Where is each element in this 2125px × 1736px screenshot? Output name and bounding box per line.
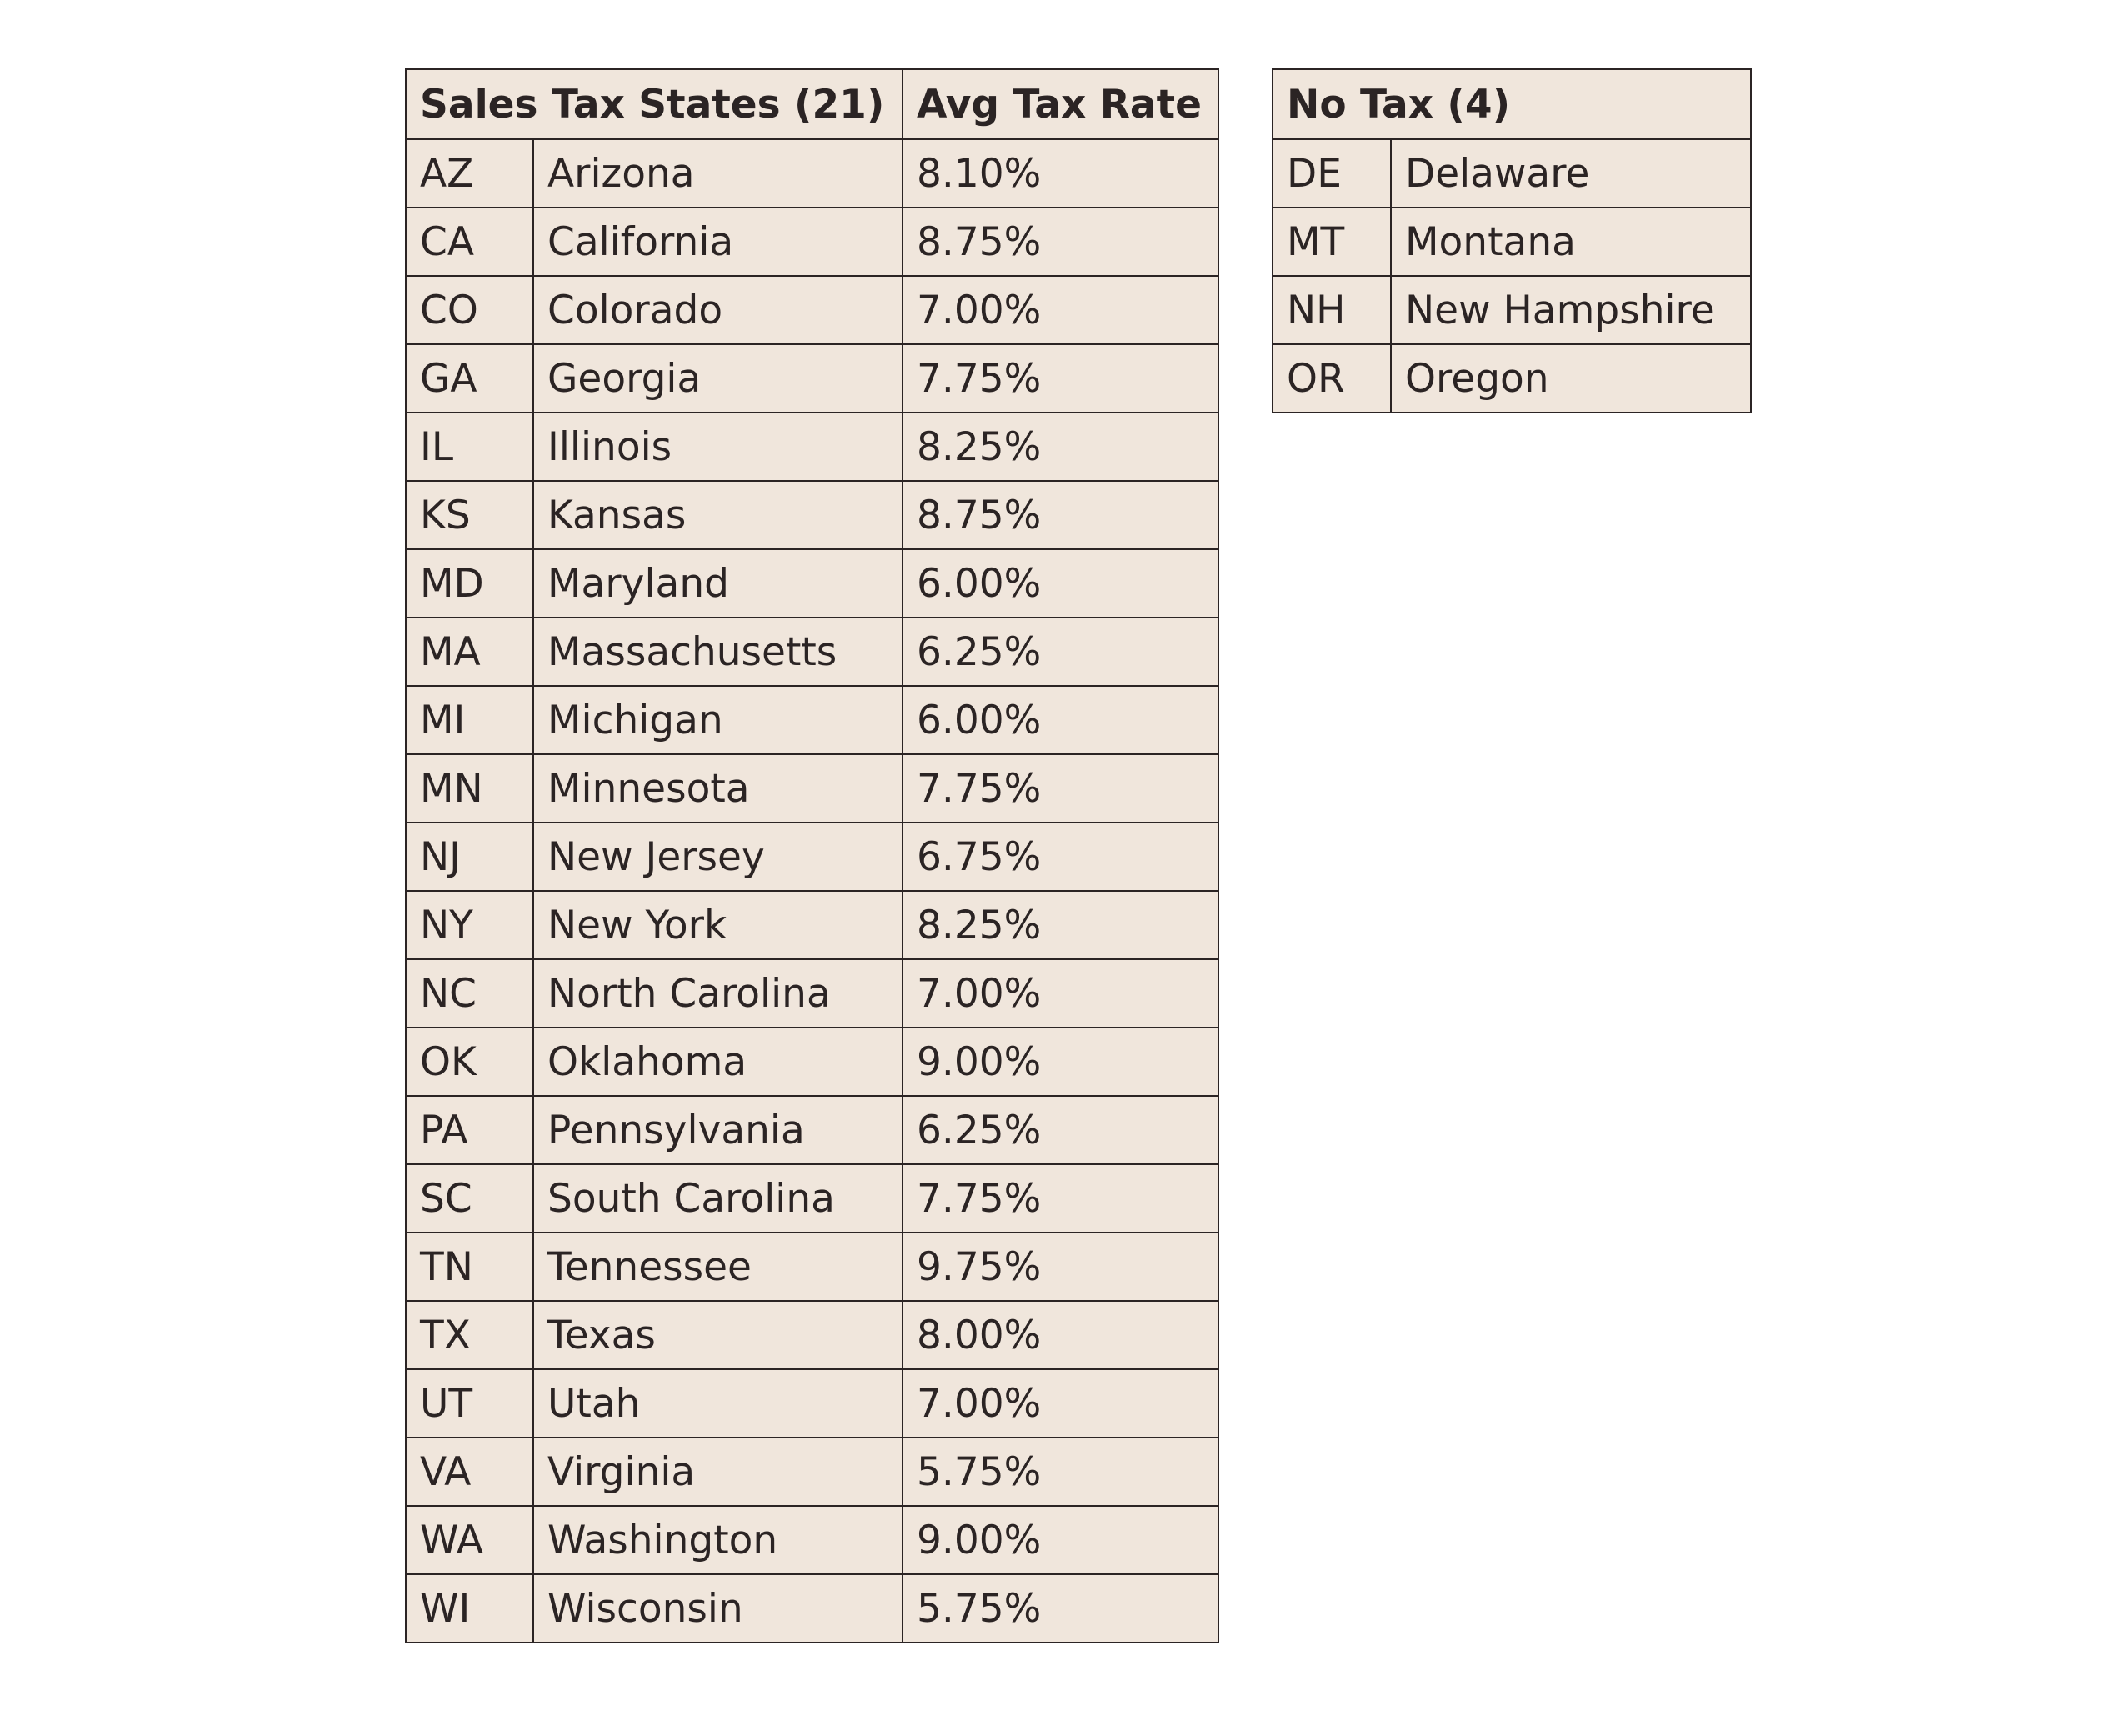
tax-rate-cell: 6.75% <box>902 823 1218 891</box>
state-code-cell: DE <box>1272 139 1391 208</box>
state-name-cell: Wisconsin <box>533 1574 902 1643</box>
tax-rate-cell: 8.25% <box>902 891 1218 959</box>
sales-tax-states-table <box>405 68 1219 1643</box>
table-row <box>406 1164 1218 1233</box>
tax-rate-cell: 7.75% <box>902 1164 1218 1233</box>
tax-rate-cell: 7.75% <box>902 754 1218 823</box>
state-code-cell: AZ <box>406 139 533 208</box>
table-row <box>406 1506 1218 1574</box>
tax-rate-cell: 7.00% <box>902 1369 1218 1438</box>
state-name-cell: Pennsylvania <box>533 1096 902 1164</box>
table-row <box>406 1438 1218 1506</box>
state-code-cell: CO <box>406 276 533 344</box>
state-name-cell: Colorado <box>533 276 902 344</box>
state-name-cell: Michigan <box>533 686 902 754</box>
state-name-cell: New Hampshire <box>1391 276 1751 344</box>
table-row <box>406 823 1218 891</box>
tax-rate-cell: 7.00% <box>902 959 1218 1028</box>
state-name-cell: Washington <box>533 1506 902 1574</box>
state-code-cell: MN <box>406 754 533 823</box>
state-name-cell: Illinois <box>533 413 902 481</box>
avg-tax-rate-header: Avg Tax Rate <box>902 69 1218 139</box>
state-code-cell: CA <box>406 208 533 276</box>
state-code-cell: NH <box>1272 276 1391 344</box>
state-name-cell: South Carolina <box>533 1164 902 1233</box>
table-row <box>406 344 1218 413</box>
no-tax-table-body <box>1272 139 1751 413</box>
state-code-cell: KS <box>406 481 533 549</box>
state-code-cell: GA <box>406 344 533 413</box>
tax-rate-cell: 5.75% <box>902 1438 1218 1506</box>
sales-tax-states-header: Sales Tax States (21) <box>406 69 902 139</box>
table-row <box>406 208 1218 276</box>
tax-rate-cell: 8.10% <box>902 139 1218 208</box>
state-code-cell: VA <box>406 1438 533 1506</box>
state-code-cell: MT <box>1272 208 1391 276</box>
table-row <box>406 1301 1218 1369</box>
state-code-cell: NJ <box>406 823 533 891</box>
state-code-cell: OK <box>406 1028 533 1096</box>
state-name-cell: North Carolina <box>533 959 902 1028</box>
table-row <box>406 1028 1218 1096</box>
table-row <box>406 481 1218 549</box>
tax-rate-cell: 7.75% <box>902 344 1218 413</box>
state-code-cell: WA <box>406 1506 533 1574</box>
tax-rate-cell: 6.25% <box>902 1096 1218 1164</box>
no-tax-header: No Tax (4) <box>1272 69 1751 139</box>
state-code-cell: PA <box>406 1096 533 1164</box>
state-code-cell: NY <box>406 891 533 959</box>
no-tax-table-header-row <box>1272 69 1751 139</box>
state-name-cell: Texas <box>533 1301 902 1369</box>
state-name-cell: Delaware <box>1391 139 1751 208</box>
tax-rate-cell: 9.00% <box>902 1506 1218 1574</box>
state-code-cell: TN <box>406 1233 533 1301</box>
table-row <box>406 686 1218 754</box>
table-row <box>406 891 1218 959</box>
sales-table-body <box>406 139 1218 1643</box>
state-code-cell: UT <box>406 1369 533 1438</box>
tax-rate-cell: 8.25% <box>902 413 1218 481</box>
table-row <box>1272 344 1751 413</box>
state-code-cell: OR <box>1272 344 1391 413</box>
state-name-cell: Massachusetts <box>533 618 902 686</box>
state-name-cell: Arizona <box>533 139 902 208</box>
tax-rate-cell: 8.00% <box>902 1301 1218 1369</box>
table-row <box>406 276 1218 344</box>
state-code-cell: NC <box>406 959 533 1028</box>
table-row <box>406 618 1218 686</box>
state-name-cell: Minnesota <box>533 754 902 823</box>
state-code-cell: IL <box>406 413 533 481</box>
table-row <box>406 1369 1218 1438</box>
tax-rate-cell: 9.00% <box>902 1028 1218 1096</box>
state-code-cell: WI <box>406 1574 533 1643</box>
table-row <box>1272 276 1751 344</box>
state-code-cell: MD <box>406 549 533 618</box>
table-row <box>406 1096 1218 1164</box>
table-row <box>1272 139 1751 208</box>
state-name-cell: California <box>533 208 902 276</box>
tax-rate-cell: 8.75% <box>902 481 1218 549</box>
tax-rate-cell: 9.75% <box>902 1233 1218 1301</box>
table-row <box>406 1233 1218 1301</box>
tax-rate-cell: 8.75% <box>902 208 1218 276</box>
tax-rate-cell: 6.25% <box>902 618 1218 686</box>
table-row <box>406 754 1218 823</box>
state-name-cell: Maryland <box>533 549 902 618</box>
state-name-cell: Georgia <box>533 344 902 413</box>
state-name-cell: Virginia <box>533 1438 902 1506</box>
table-row <box>406 139 1218 208</box>
state-name-cell: Montana <box>1391 208 1751 276</box>
state-name-cell: Oklahoma <box>533 1028 902 1096</box>
table-row <box>406 959 1218 1028</box>
state-name-cell: Oregon <box>1391 344 1751 413</box>
state-name-cell: Kansas <box>533 481 902 549</box>
state-name-cell: Utah <box>533 1369 902 1438</box>
no-tax-states-table <box>1272 68 1752 413</box>
state-name-cell: New York <box>533 891 902 959</box>
state-code-cell: TX <box>406 1301 533 1369</box>
state-code-cell: MA <box>406 618 533 686</box>
sales-table-header-row <box>406 69 1218 139</box>
state-code-cell: MI <box>406 686 533 754</box>
state-code-cell: SC <box>406 1164 533 1233</box>
state-name-cell: Tennessee <box>533 1233 902 1301</box>
tax-rate-cell: 6.00% <box>902 549 1218 618</box>
tax-rate-cell: 7.00% <box>902 276 1218 344</box>
table-row <box>406 549 1218 618</box>
tax-rate-cell: 5.75% <box>902 1574 1218 1643</box>
table-row <box>406 413 1218 481</box>
table-row <box>1272 208 1751 276</box>
tax-rate-cell: 6.00% <box>902 686 1218 754</box>
table-row <box>406 1574 1218 1643</box>
state-name-cell: New Jersey <box>533 823 902 891</box>
